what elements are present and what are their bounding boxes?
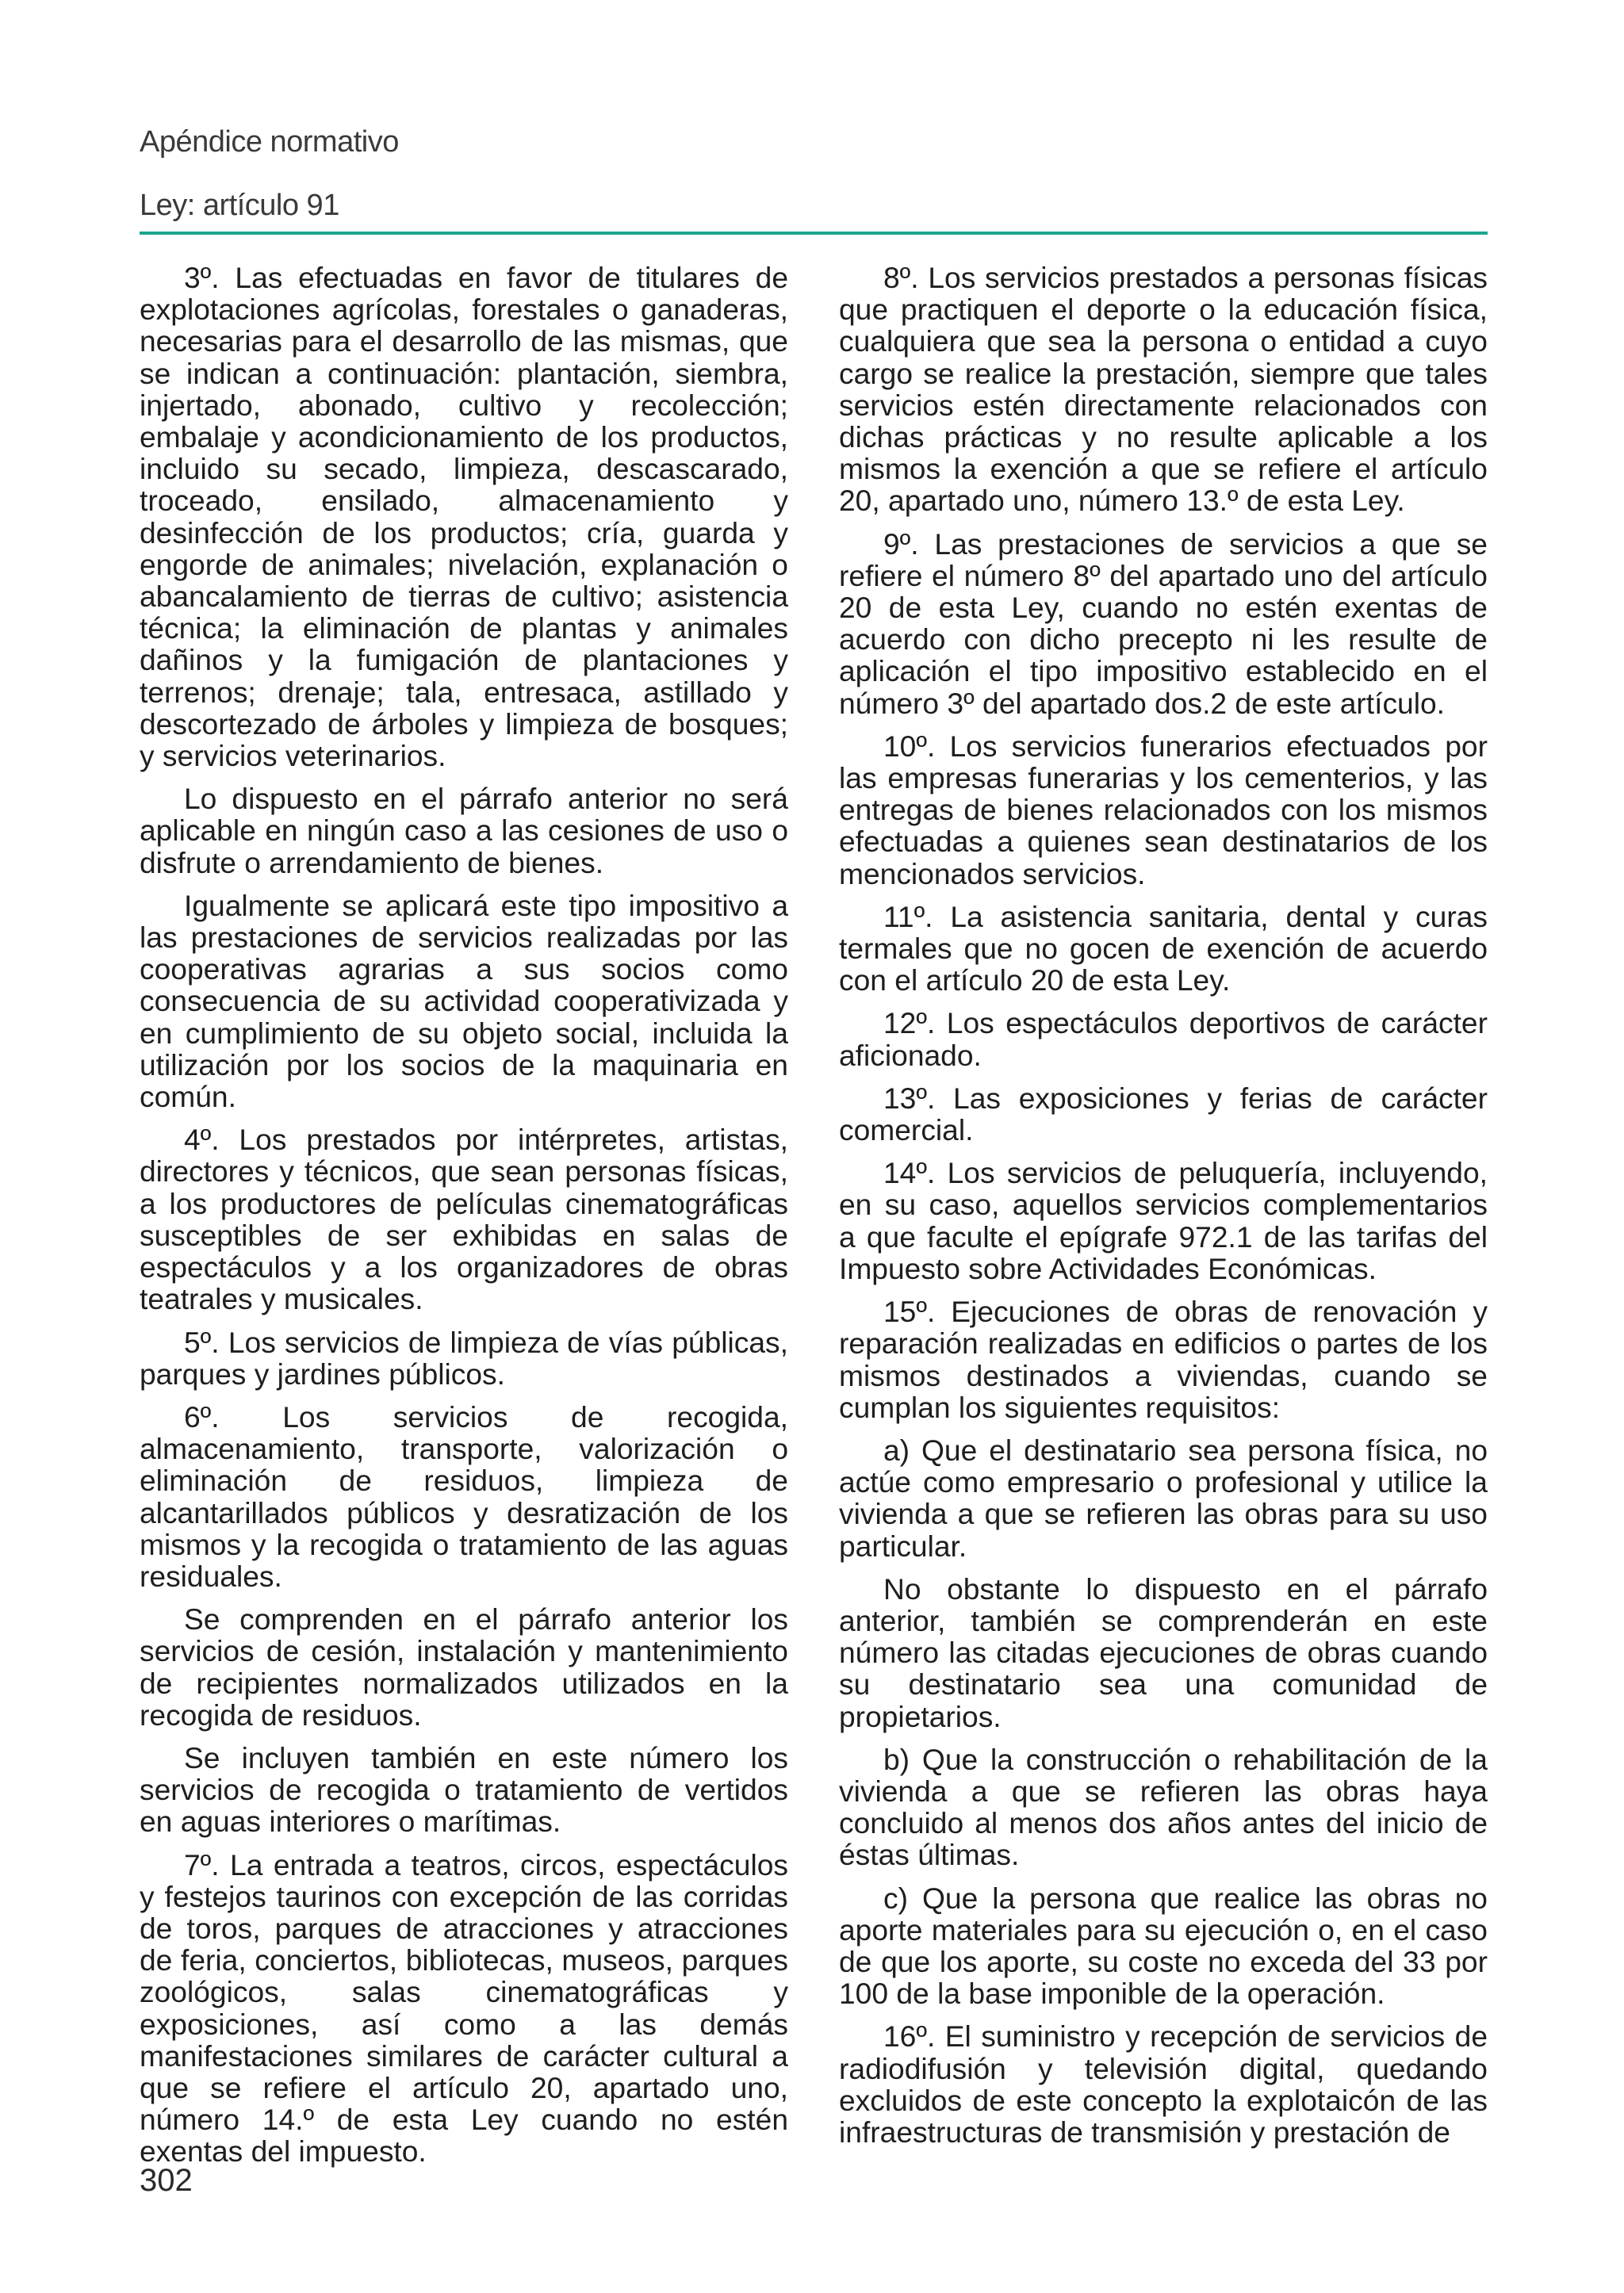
paragraph: No obstante lo dispuesto en el párrafo anterior, también se comprenderán en este número las citadas ejecuciones de obras cuando su destinatario sea una comunidad de propietarios. bbox=[839, 1571, 1488, 1733]
paragraph: b) Que la construcción o rehabilitación de la vivienda a que se refieren las obras haya concluido al menos dos años antes del inicio de éstas últimas. bbox=[839, 1742, 1488, 1872]
paragraph: Igualmente se aplicará este tipo impositivo a las prestaciones de servicios realizadas por las cooperativas agrarias a sus socios como consecuencia de su actividad cooperativizada y en cumplimiento de su objeto social, incluida la utilización por los socios de la maquinaria en común. bbox=[140, 888, 788, 1114]
paragraph: c) Que la persona que realice las obras no aporte materiales para su ejecución o, en el caso de que los aporte, su coste no exceda del 33 por 100 de la base imponible de la operación. bbox=[839, 1881, 1488, 2011]
paragraph: Se comprenden en el párrafo anterior los servicios de cesión, instalación y mantenimiento de recipientes normalizados utilizados en la recogida de residuos. bbox=[140, 1602, 788, 1732]
paragraph: 15º. Ejecuciones de obras de renovación y reparación realizadas en edificios o partes de los mismos destinados a viviendas, cuando se cumplan los siguientes requisitos: bbox=[839, 1295, 1488, 1424]
paragraph: 4º. Los prestados por intérpretes, artistas, directores y técnicos, que sean personas físicas, a los productores de películas cinematográficas susceptibles de ser exhibidas en salas de espectáculos y a los organizadores de obras teatrales y musicales. bbox=[140, 1123, 788, 1316]
paragraph: 13º. Las exposiciones y ferias de carácter comercial. bbox=[839, 1081, 1488, 1147]
header-rule bbox=[140, 232, 1488, 235]
page-number: 302 bbox=[140, 2163, 193, 2198]
paragraph: 7º. La entrada a teatros, circos, espectáculos y festejos taurinos con excepción de las corridas de toros, parques de atracciones y atracciones de feria, conciertos, bibliotecas, museos, parques zoológicos, salas cinematográficas y exposiciones, así como a las demás manifestaciones similares de carácter cultural a que se refiere el artículo 20, apartado uno, número 14.º de esta Ley cuando no estén exentas del impuesto. bbox=[140, 1847, 788, 2169]
paragraph: 14º. Los servicios de peluquería, incluyendo, en su caso, aquellos servicios complementarios a que faculte el epígrafe 972.1 de las tarifas del Impuesto sobre Actividades Económicas. bbox=[839, 1156, 1488, 1285]
paragraph: 9º. Las prestaciones de servicios a que se refiere el número 8º del apartado uno del artículo 20 de esta Ley, cuando no estén exentas de acuerdo con dicho precepto ni les resulte de aplicación el tipo impositivo establecido en el número 3º del apartado dos.2 de este artículo. bbox=[839, 526, 1488, 720]
running-head-section: Apéndice normativo bbox=[140, 125, 399, 159]
paragraph: 11º. La asistencia sanitaria, dental y curas termales que no gocen de exención de acuerdo con el artículo 20 de esta Ley. bbox=[839, 899, 1488, 997]
paragraph: 16º. El suministro y recepción de servicios de radiodifusión y televisión digital, quedando excluidos de este concepto la explotaicón de las infraestructuras de transmisión y prestación de bbox=[839, 2019, 1488, 2149]
left-column bbox=[140, 262, 788, 2179]
paragraph: 5º. Los servicios de limpieza de vías públicas, parques y jardines públicos. bbox=[140, 1325, 788, 1391]
paragraph: a) Que el destinatario sea persona física, no actúe como empresario o profesional y utilice la vivienda a que se refieren las obras para su uso particular. bbox=[839, 1433, 1488, 1563]
paragraph: 6º. Los servicios de recogida, almacenamiento, transporte, valorización o eliminación de residuos, limpieza de alcantarillados públicos y desratización de los mismos y la recogida o tratamiento de las aguas residuales. bbox=[140, 1399, 788, 1593]
paragraph: 3º. Las efectuadas en favor de titulares de explotaciones agrícolas, forestales o ganaderas, necesarias para el desarrollo de las mismas, que se indican a continuación: plantación, siembra, injertado, abonado, cultivo y recolección; embalaje y acondicionamiento de los productos, incluido su secado, limpieza, descascarado, troceado, ensilado, almacenamiento y desinfección de los productos; cría, guarda y engorde de animales; nivelación, explanación o abancalamiento de tierras de cultivo; asistencia técnica; la eliminación de plantas y animales dañinos y la fumigación de plantaciones y terrenos; drenaje; tala, entresaca, astillado y descortezado de árboles y limpieza de bosques; y servicios veterinarios. bbox=[140, 261, 788, 773]
paragraph: 8º. Los servicios prestados a personas físicas que practiquen el deporte o la educación física, cualquiera que sea la persona o entidad a cuyo cargo se realice la prestación, siempre que tales servicios estén directamente relacionados con dichas prácticas y no resulte aplicable a los mismos la exención a que se refiere el artículo 20, apartado uno, número 13.º de esta Ley. bbox=[839, 261, 1488, 518]
paragraph: 12º. Los espectáculos deportivos de carácter aficionado. bbox=[839, 1006, 1488, 1072]
paragraph: Lo dispuesto en el párrafo anterior no será aplicable en ningún caso a las cesiones de uso o disfrute o arrendamiento de bienes. bbox=[140, 782, 788, 879]
paragraph: Se incluyen también en este número los servicios de recogida o tratamiento de vertidos en aguas interiores o marítimas. bbox=[140, 1740, 788, 1839]
running-head-article: Ley: artículo 91 bbox=[140, 189, 339, 222]
paragraph: 10º. Los servicios funerarios efectuados por las empresas funerarias y los cementerios, y las entregas de bienes relacionados con los mismos efectuadas a quienes sean destinatarios de los mencionados servicios. bbox=[839, 729, 1488, 890]
right-column bbox=[839, 262, 1488, 2159]
